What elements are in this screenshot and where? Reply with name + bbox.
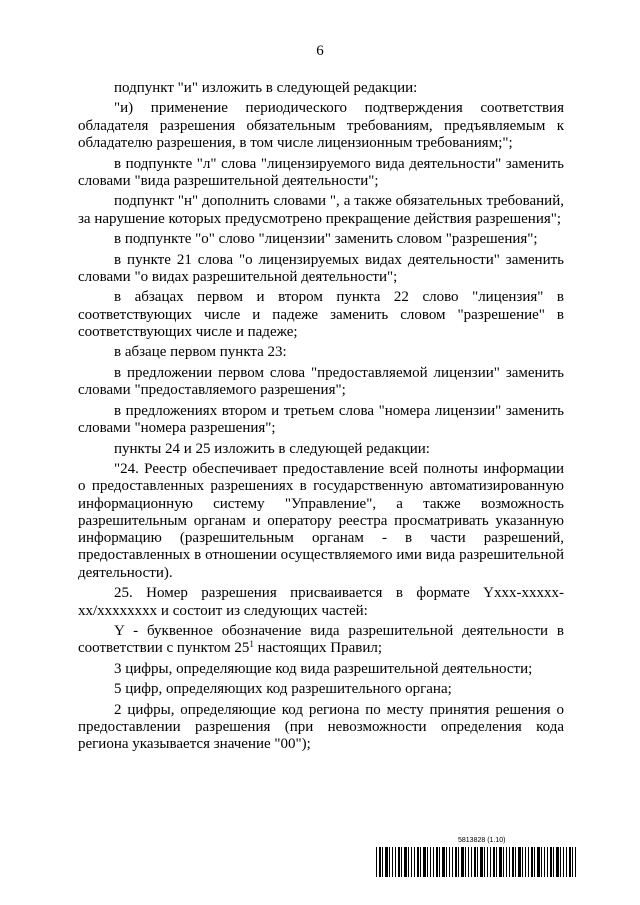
paragraph-2: "и) применение периодического подтверждения соответствия обладателя разрешения обязательным требованиям, предъявляемым к обладателю разрешения, в том числе лицензионным требованиям;"; xyxy=(78,100,564,152)
paragraph-5: в подпункте "о" слово "лицензии" заменить словом "разрешения"; xyxy=(114,231,538,248)
paragraph-14-tail: настоящих Правил; xyxy=(253,640,383,657)
paragraph-9: в предложении первом слова "предоставляемой лицензии" заменить словами "предоставляемого разрешения"; xyxy=(78,364,564,399)
page-number: 6 xyxy=(316,43,324,59)
paragraph-17: 2 цифры, определяющие код региона по месту принятия решения о предоставлении разрешения (при невозможности определения кода региона указывается значение "00"); xyxy=(78,701,564,753)
document-body xyxy=(78,80,564,757)
paragraph-16: 5 цифр, определяющих код разрешительного органа; xyxy=(114,681,452,698)
paragraph-7: в абзацах первом и втором пункта 22 слово "лицензия" в соответствующих числе и падеже заменить словом "разрешение" в соответствующих числе и падеже; xyxy=(78,289,564,340)
paragraph-10: в предложениях втором и третьем слова "номера лицензии" заменить словами "номера разрешения"; xyxy=(78,402,564,437)
document-code: 5813828 (1.10) xyxy=(458,837,506,844)
paragraph-4: подпункт "н" дополнить словами ", а также обязательных требований, за нарушение которых предусмотрено прекращение действия разрешения"; xyxy=(78,193,564,227)
footnote-superscript: 1 xyxy=(249,639,254,650)
paragraph-8: в абзаце первом пункта 23: xyxy=(114,344,287,361)
paragraph-11: пункты 24 и 25 изложить в следующей редакции: xyxy=(114,440,430,457)
paragraph-1: подпункт "и" изложить в следующей редакции: xyxy=(114,80,418,96)
paragraph-3: в подпункте "л" слова "лицензируемого вида деятельности" заменить словами "вида разрешительной деятельности"; xyxy=(78,155,564,189)
paragraph-14-text: Y - буквенное обозначение вида разрешительной деятельности в соответствии с пунктом 25 xyxy=(78,623,564,657)
barcode-icon xyxy=(376,847,576,877)
paragraph-14 xyxy=(78,623,564,658)
paragraph-15: 3 цифры, определяющие код вида разрешительной деятельности; xyxy=(114,660,533,677)
paragraph-12: "24. Реестр обеспечивает предоставление всей полноты информации о предоставленных разрешениях в государственную автоматизированную информационную систему "Управление", а также возможность разрешительным органам и оператору реестра просматривать указанную информацию (разрешительным органам - в части разрешений, предоставленных в отношении осуществляемого ими вида разрешительной деятельности). xyxy=(78,461,564,581)
paragraph-6: в пункте 21 слова "о лицензируемых видах деятельности" заменить словами "о видах разрешительной деятельности"; xyxy=(78,251,564,285)
paragraph-13: 25. Номер разрешения присваивается в формате Yxxx-xxxxx-xx/xxxxxxxx и состоит из следующих частей: xyxy=(78,585,564,619)
